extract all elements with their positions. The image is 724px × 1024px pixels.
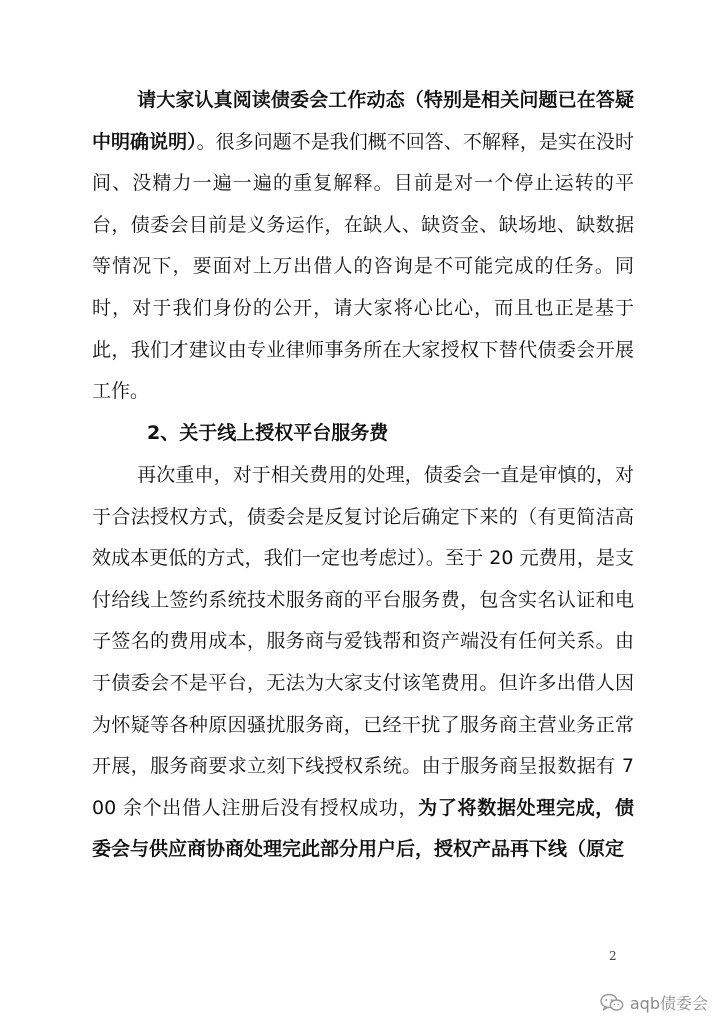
- paragraph-2-body: 再次重申，对于相关费用的处理，债委会一直是审慎的，对于合法授权方式，债委会是反复讨论后确定下来的（有更简洁高效成本更低的方式，我们一定也考虑过）。至于 20 元费用，是支付给线上签约系统技术服务商的平台服务费，包含实名认证和电子签名的费用成本，服务商与爱钱帮和资产端没有任何关系。由于债委会不是平台，无法为大家支付该笔费用。但许多出借人因为怀疑等各种原因骚扰服务商，已经干扰了服务商主营业务正常开展，服务商要求立刻下线授权系统。由于服务商呈报数据有 700 余个出借人注册后没有授权成功，: [92, 464, 634, 819]
- paragraph-2-bold-tail: 为了将数据处理完成，债委会与供应商协商处理完此部分用户后，授权产品再下线（原定: [92, 796, 634, 861]
- paragraph-1-bold-lead: 请大家认真阅读债委会工作动态（特别是相关问题已在答疑中明确说明）: [92, 89, 634, 153]
- paragraph-1: [92, 80, 634, 413]
- page-number: 2: [609, 949, 617, 963]
- wechat-icon: [600, 993, 624, 1013]
- watermark-text: aqb债委会: [629, 994, 708, 1013]
- paragraph-2: [92, 455, 634, 871]
- wechat-watermark: [600, 991, 708, 1014]
- paragraph-1-body: 。很多问题不是我们概不回答、不解释，是实在没时间、没精力一遍一遍的重复解释。目前是对一个停止运转的平台，债委会目前是义务运作，在缺人、缺资金、缺场地、缺数据等情况下，要面对上万出借人的咨询是不可能完成的任务。同时，对于我们身份的公开，请大家将心比心，而且也正是基于此，我们才建议由专业律师事务所在大家授权下替代债委会开展工作。: [92, 130, 634, 403]
- section-heading-2: 2、关于线上授权平台服务费: [147, 422, 389, 444]
